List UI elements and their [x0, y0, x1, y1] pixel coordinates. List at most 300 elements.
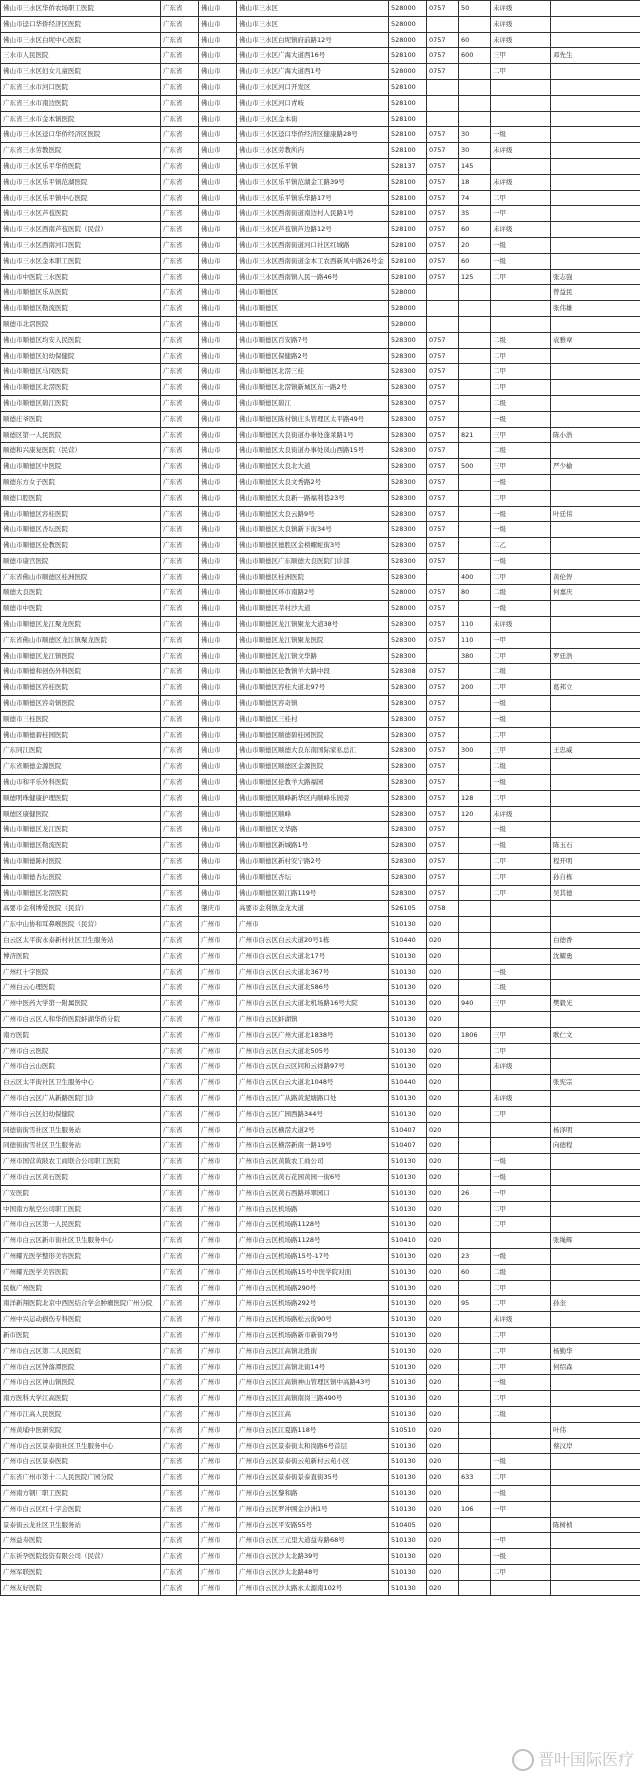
table-cell: 广东省 — [161, 711, 199, 727]
table-cell: 510130 — [389, 1580, 427, 1596]
table-cell: 510130 — [389, 1012, 427, 1028]
table-cell: 佛山市顺德区百安路7号 — [237, 332, 389, 348]
table-cell — [459, 1564, 491, 1580]
table-cell: 佛山市顺德区广东顺德大良医院门诊部 — [237, 553, 389, 569]
table-cell: 广州市白云区机场路290号 — [237, 1280, 389, 1296]
table-cell: 佛山市 — [199, 727, 237, 743]
table-cell: 528100 — [389, 253, 427, 269]
table-cell: 510130 — [389, 1327, 427, 1343]
table-cell — [459, 64, 491, 80]
table-cell: 二甲 — [491, 1470, 551, 1486]
table-cell: 510130 — [389, 1169, 427, 1185]
table-cell: 二甲 — [491, 190, 551, 206]
table-cell: 佛山市 — [199, 711, 237, 727]
table-cell — [459, 1201, 491, 1217]
table-cell: 广州市白云区机场路新市新街79号 — [237, 1327, 389, 1343]
table-cell: 广州市 — [199, 1470, 237, 1486]
table-cell: 广州中兴运动损伤专科医院 — [1, 1312, 161, 1328]
table-cell: 广东省 — [161, 190, 199, 206]
table-row — [1, 648, 640, 664]
table-cell: 佛山市顺德区均安人民医院 — [1, 332, 161, 348]
table-cell: 佛山市顺德区新城路1号 — [237, 838, 389, 854]
table-cell: 佛山市顺德区北滘医院 — [1, 380, 161, 396]
table-cell: 020 — [427, 964, 459, 980]
table-cell: 佛山市顺德区碧江 — [237, 395, 389, 411]
table-cell — [551, 632, 640, 648]
table-row — [1, 127, 640, 143]
table-cell — [551, 790, 640, 806]
table-cell: 广州市白云区黄石花园黄园一街6号 — [237, 1169, 389, 1185]
table-cell: 未评级 — [491, 1090, 551, 1106]
table-cell: 广州市白云区黄石西路环翠园口 — [237, 1185, 389, 1201]
table-cell — [427, 301, 459, 317]
table-cell: 广东省 — [161, 79, 199, 95]
table-cell: 佛山市三水区妇女儿童医院 — [1, 64, 161, 80]
table-cell: 广东省 — [161, 127, 199, 143]
table-cell: 二甲 — [491, 648, 551, 664]
table-cell: 佛山市迳口华侨经济区医院 — [1, 16, 161, 32]
table-cell: 510407 — [389, 1138, 427, 1154]
table-cell: 佛山市三水区芦苞医院 — [1, 206, 161, 222]
table-cell: 50 — [459, 1, 491, 17]
table-cell — [491, 79, 551, 95]
table-cell: 120 — [459, 806, 491, 822]
table-cell: 0757 — [427, 743, 459, 759]
table-cell: 未评级 — [491, 1059, 551, 1075]
watermark-text: 晋叶国际医疗 — [537, 1749, 634, 1769]
table-cell — [551, 664, 640, 680]
table-cell — [551, 1564, 640, 1580]
table-cell: 528300 — [389, 806, 427, 822]
table-cell: 528100 — [389, 237, 427, 253]
table-cell: 广州市白云区三元里大道益寿路68号 — [237, 1533, 389, 1549]
table-cell: 佛山市 — [199, 601, 237, 617]
table-cell: 528300 — [389, 869, 427, 885]
table-row — [1, 1438, 640, 1454]
table-cell — [459, 711, 491, 727]
table-cell — [491, 1233, 551, 1249]
table-cell: 三甲 — [491, 1027, 551, 1043]
table-cell: 佛山市顺德区文华路 — [237, 822, 389, 838]
table-cell: 一级 — [491, 522, 551, 538]
table-cell: 佛山市顺德区容桂大道北97号 — [237, 680, 389, 696]
table-cell: 广东省 — [161, 933, 199, 949]
table-cell: 一级 — [491, 1248, 551, 1264]
table-cell: 歌仁文 — [551, 1027, 640, 1043]
table-cell: 佛山市和平乐外科医院 — [1, 775, 161, 791]
table-cell: 0757 — [427, 364, 459, 380]
table-cell — [491, 1138, 551, 1154]
table-cell: 佛山市顺德区龙江镇文华路 — [237, 648, 389, 664]
table-cell: 0757 — [427, 206, 459, 222]
table-cell: 一级 — [491, 411, 551, 427]
table-cell: 佛山市 — [199, 285, 237, 301]
table-cell: 未评级 — [491, 143, 551, 159]
table-cell: 0757 — [427, 48, 459, 64]
table-cell: 0757 — [427, 1, 459, 17]
table-row — [1, 869, 640, 885]
table-cell — [551, 158, 640, 174]
table-cell — [459, 1138, 491, 1154]
table-cell: 佛山市三水区白坭镇府前路12号 — [237, 32, 389, 48]
table-cell: 528300 — [389, 617, 427, 633]
table-cell — [551, 190, 640, 206]
table-cell — [491, 95, 551, 111]
table-cell: 佛山市顺德杏坛医院 — [1, 869, 161, 885]
table-row — [1, 1075, 640, 1091]
table-cell: 510130 — [389, 1375, 427, 1391]
table-row — [1, 933, 640, 949]
table-cell — [459, 538, 491, 554]
table-cell: 佛山市顺德区龙江镇聚龙大道38号 — [237, 617, 389, 633]
table-cell: 广东省 — [161, 1090, 199, 1106]
table-cell: 佛山市三水区西南河口医院 — [1, 237, 161, 253]
table-cell — [551, 174, 640, 190]
table-cell — [459, 285, 491, 301]
table-cell — [427, 111, 459, 127]
table-cell: 佛山市 — [199, 538, 237, 554]
table-cell: 0757 — [427, 585, 459, 601]
table-cell: 510407 — [389, 1122, 427, 1138]
table-cell: 广东省 — [161, 1517, 199, 1533]
table-cell — [459, 380, 491, 396]
table-cell — [551, 364, 640, 380]
table-cell: 广州益寿医院 — [1, 1533, 161, 1549]
table-cell: 020 — [427, 1454, 459, 1470]
table-cell: 广州市 — [199, 1043, 237, 1059]
table-cell: 二级 — [491, 980, 551, 996]
table-cell: 510130 — [389, 1090, 427, 1106]
table-cell: 广州市白云区白云大道北505号 — [237, 1043, 389, 1059]
table-cell: 广东省 — [161, 775, 199, 791]
table-cell: 0757 — [427, 222, 459, 238]
table-cell: 佛山市中医院三水医院 — [1, 269, 161, 285]
table-cell: 二甲 — [491, 490, 551, 506]
table-cell: 0757 — [427, 332, 459, 348]
table-cell — [459, 1217, 491, 1233]
table-cell: 广东省 — [161, 743, 199, 759]
table-cell: 18 — [459, 174, 491, 190]
table-cell — [459, 506, 491, 522]
table-row — [1, 1154, 640, 1170]
table-cell: 佛山市顺德区容奇镇医院 — [1, 696, 161, 712]
table-row — [1, 806, 640, 822]
table-cell: 佛山市顺德区碧江路119号 — [237, 885, 389, 901]
table-cell: 广东中山协和耳鼻喉医院（民营） — [1, 917, 161, 933]
table-cell: 广州市白云区第一人民医院 — [1, 1217, 161, 1233]
table-cell — [551, 901, 640, 917]
table-cell — [459, 111, 491, 127]
table-cell: 三甲 — [491, 427, 551, 443]
table-cell: 74 — [459, 190, 491, 206]
table-cell: 一甲 — [491, 632, 551, 648]
table-row — [1, 632, 640, 648]
table-cell — [459, 348, 491, 364]
table-cell: 佛山市三水区劳教所内 — [237, 143, 389, 159]
table-cell: 广东省 — [161, 111, 199, 127]
table-cell: 未评级 — [491, 617, 551, 633]
table-cell: 一级 — [491, 474, 551, 490]
table-cell: 一级 — [491, 553, 551, 569]
table-cell — [459, 901, 491, 917]
table-cell: 510130 — [389, 1391, 427, 1407]
table-cell: 佛山市三水区广海大道西16号 — [237, 48, 389, 64]
table-cell: 020 — [427, 948, 459, 964]
table-cell: 020 — [427, 1375, 459, 1391]
table-cell: 二甲 — [491, 348, 551, 364]
table-cell: 528300 — [389, 364, 427, 380]
table-cell: 广东省 — [161, 948, 199, 964]
table-cell: 王忠威 — [551, 743, 640, 759]
table-cell: 三甲 — [491, 48, 551, 64]
table-cell: 633 — [459, 1470, 491, 1486]
table-row — [1, 1248, 640, 1264]
table-cell: 510440 — [389, 933, 427, 949]
table-cell: 二甲 — [491, 854, 551, 870]
table-cell: 佛山市三水区 — [237, 1, 389, 17]
table-cell — [427, 285, 459, 301]
table-cell — [491, 901, 551, 917]
table-cell: 佛山市顺德区顺峰新华区内顺峰乐园旁 — [237, 790, 389, 806]
table-cell: 二级 — [491, 759, 551, 775]
table-cell — [459, 1454, 491, 1470]
table-cell: 罗廷浩 — [551, 648, 640, 664]
table-cell: 广州市 — [199, 1059, 237, 1075]
table-row — [1, 427, 640, 443]
table-cell — [491, 1122, 551, 1138]
table-cell: 顺德市三桂医院 — [1, 711, 161, 727]
table-cell: 0757 — [427, 348, 459, 364]
table-cell: 528000 — [389, 16, 427, 32]
table-cell: 广东省三水劳教医院 — [1, 143, 161, 159]
table-cell: 广州白云心理医院 — [1, 980, 161, 996]
table-cell — [551, 395, 640, 411]
table-cell — [459, 1075, 491, 1091]
table-row — [1, 696, 640, 712]
table-cell: 528100 — [389, 190, 427, 206]
table-body — [1, 1, 640, 1596]
table-cell: 民航广州医院 — [1, 1280, 161, 1296]
table-row — [1, 759, 640, 775]
table-cell: 020 — [427, 1422, 459, 1438]
table-cell: 广东省 — [161, 727, 199, 743]
table-cell: 广州市白云区白云区同和云祥路97号 — [237, 1059, 389, 1075]
table-cell: 528300 — [389, 885, 427, 901]
table-cell — [459, 1422, 491, 1438]
table-cell: 广东省 — [161, 1264, 199, 1280]
table-cell — [551, 1533, 640, 1549]
table-cell: 广州市白云区机场路15号-17号 — [237, 1248, 389, 1264]
table-cell: 020 — [427, 1312, 459, 1328]
table-cell: 黄伦智 — [551, 569, 640, 585]
table-cell — [459, 948, 491, 964]
table-cell: 广州黄埔中医研究院 — [1, 1422, 161, 1438]
table-cell: 博济医院 — [1, 948, 161, 964]
table-cell — [551, 1580, 640, 1596]
table-cell: 陈玉石 — [551, 838, 640, 854]
table-cell: 广州市白云区人和华侨医院蚌湖华侨分院 — [1, 1012, 161, 1028]
table-cell — [551, 1248, 640, 1264]
table-cell: 528000 — [389, 285, 427, 301]
table-cell: 佛山市顺德区容桂医院 — [1, 680, 161, 696]
table-cell: 佛山市三水区西南芦苞医院（民营） — [1, 222, 161, 238]
table-cell: 528300 — [389, 569, 427, 585]
table-row — [1, 775, 640, 791]
table-row — [1, 601, 640, 617]
table-cell: 106 — [459, 1501, 491, 1517]
table-row — [1, 364, 640, 380]
table-cell: 广州市白云区白云大道北586号 — [237, 980, 389, 996]
table-cell: 佛山市顺德区北滘三桂 — [237, 364, 389, 380]
table-cell: 广东省 — [161, 996, 199, 1012]
table-cell — [551, 474, 640, 490]
table-cell — [427, 79, 459, 95]
table-cell — [491, 917, 551, 933]
table-cell: 510130 — [389, 948, 427, 964]
table-cell — [459, 869, 491, 885]
table-cell: 528300 — [389, 759, 427, 775]
table-cell — [551, 1501, 640, 1517]
table-cell: 60 — [459, 1264, 491, 1280]
table-cell: 佛山市顺德区顺峰 — [237, 806, 389, 822]
table-cell: 广东省 — [161, 427, 199, 443]
table-cell: 广州市 — [199, 1280, 237, 1296]
table-cell — [459, 1438, 491, 1454]
table-cell: 佛山市顺德区马冈医院 — [1, 364, 161, 380]
table-cell: 一级 — [491, 253, 551, 269]
table-row — [1, 32, 640, 48]
table-cell: 528300 — [389, 443, 427, 459]
table-cell: 一级 — [491, 838, 551, 854]
table-cell: 佛山市三水区白坭中心医院 — [1, 32, 161, 48]
table-cell: 佛山市顺德区大良文秀路2号 — [237, 474, 389, 490]
table-cell: 张宪宗 — [551, 1075, 640, 1091]
table-row — [1, 506, 640, 522]
table-cell: 广东省 — [161, 869, 199, 885]
table-cell — [551, 443, 640, 459]
table-cell: 0757 — [427, 174, 459, 190]
table-cell — [491, 1438, 551, 1454]
table-cell: 佛山市 — [199, 332, 237, 348]
table-cell: 380 — [459, 648, 491, 664]
table-cell: 佛山市顺德区伦教羊大路福园 — [237, 775, 389, 791]
table-cell: 广州市 — [199, 1027, 237, 1043]
table-cell: 广东省 — [161, 854, 199, 870]
table-cell: 佛山市顺德区妇幼保健院 — [1, 348, 161, 364]
table-cell: 佛山市三水区乐平华侨医院 — [1, 158, 161, 174]
table-cell: 广州市白云区白云大道北1048号 — [237, 1075, 389, 1091]
table-cell: 佛山市 — [199, 617, 237, 633]
table-cell: 严少榆 — [551, 459, 640, 475]
table-cell: 三水市人民医院 — [1, 48, 161, 64]
table-cell: 佛山市三水区乐平镇乐华路17号 — [237, 190, 389, 206]
table-cell: 020 — [427, 1012, 459, 1028]
table-row — [1, 522, 640, 538]
table-cell: 0757 — [427, 696, 459, 712]
table-cell: 佛山市 — [199, 206, 237, 222]
table-row — [1, 964, 640, 980]
table-cell — [459, 79, 491, 95]
table-cell — [459, 1090, 491, 1106]
table-cell: 佛山市 — [199, 443, 237, 459]
table-row — [1, 1312, 640, 1328]
table-cell: 广东省 — [161, 285, 199, 301]
table-cell: 30 — [459, 143, 491, 159]
table-cell: 广州市白云区机场路292号 — [237, 1296, 389, 1312]
table-cell: 广州耀光医学整形美容医院 — [1, 1248, 161, 1264]
table-cell: 0757 — [427, 190, 459, 206]
table-cell: 0757 — [427, 474, 459, 490]
table-cell: 020 — [427, 1233, 459, 1249]
table-cell — [551, 696, 640, 712]
table-cell: 广州市白云区江高镇北胜街 — [237, 1343, 389, 1359]
table-cell: 0757 — [427, 443, 459, 459]
table-cell — [459, 443, 491, 459]
table-cell: 020 — [427, 917, 459, 933]
table-cell: 邓先生 — [551, 48, 640, 64]
table-cell: 0757 — [427, 411, 459, 427]
table-cell: 高要市金利镇金龙大道 — [237, 901, 389, 917]
table-cell: 广东省 — [161, 1485, 199, 1501]
table-cell — [551, 1059, 640, 1075]
table-cell: 未评级 — [491, 806, 551, 822]
table-cell: 020 — [427, 1501, 459, 1517]
table-cell: 广东省 — [161, 1312, 199, 1328]
table-cell — [459, 1169, 491, 1185]
table-cell: 佛山市顺德区陈村镇庄头管理区太平路49号 — [237, 411, 389, 427]
table-cell — [459, 1549, 491, 1565]
table-cell: 一级 — [491, 775, 551, 791]
table-cell: 沈耀勇 — [551, 948, 640, 964]
table-cell: 广州市 — [199, 1359, 237, 1375]
table-cell: 0757 — [427, 711, 459, 727]
table-cell: 528300 — [389, 711, 427, 727]
table-cell — [491, 1517, 551, 1533]
table-row — [1, 1027, 640, 1043]
table-cell: 顺德区第一人民医院 — [1, 427, 161, 443]
table-cell — [427, 569, 459, 585]
table-cell — [459, 1233, 491, 1249]
table-row — [1, 1470, 640, 1486]
table-cell: 广州市 — [199, 1122, 237, 1138]
table-cell: 顺德口腔医院 — [1, 490, 161, 506]
table-cell: 叶廷伟 — [551, 506, 640, 522]
table-cell — [551, 237, 640, 253]
table-cell — [551, 980, 640, 996]
table-row — [1, 1406, 640, 1422]
table-cell: 二级 — [491, 1264, 551, 1280]
table-row — [1, 269, 640, 285]
table-row — [1, 474, 640, 490]
table-cell: 020 — [427, 1391, 459, 1407]
table-cell: 广东省 — [161, 553, 199, 569]
table-cell: 广州市白云区江高镇北街14号 — [237, 1359, 389, 1375]
table-cell: 528300 — [389, 696, 427, 712]
table-cell — [459, 980, 491, 996]
table-row — [1, 206, 640, 222]
table-cell: 佛山市 — [199, 348, 237, 364]
table-cell: 020 — [427, 1343, 459, 1359]
table-cell — [551, 522, 640, 538]
table-cell: 广东省 — [161, 16, 199, 32]
table-cell: 广东省 — [161, 917, 199, 933]
table-cell: 30 — [459, 127, 491, 143]
table-cell: 广东省 — [161, 1359, 199, 1375]
table-cell: 佛山市顺德区龙江镇聚龙医院 — [237, 632, 389, 648]
table-cell: 未评级 — [491, 1, 551, 17]
table-cell: 广东省佛山市顺德区桂洲医院 — [1, 569, 161, 585]
table-cell: 一甲 — [491, 1501, 551, 1517]
